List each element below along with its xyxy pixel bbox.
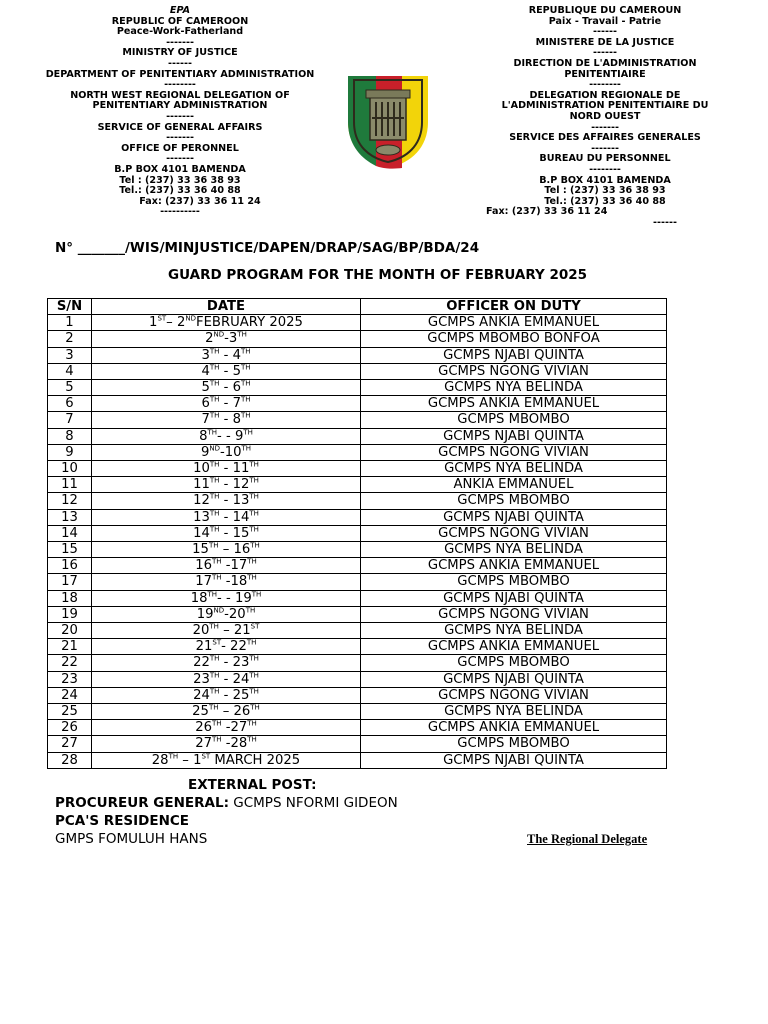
header-left-line: Peace-Work-Fatherland: [116, 26, 244, 38]
sn-cell: 22: [48, 655, 92, 671]
date-cell: 9ND-10TH: [92, 444, 361, 460]
date-cell: 27TH -28TH: [92, 736, 361, 752]
header-right-line: NORD OUEST: [569, 110, 641, 122]
date-cell: 4TH - 5TH: [92, 363, 361, 379]
header-left-line: MINISTRY OF JUSTICE: [122, 47, 238, 59]
table-row: [48, 720, 667, 736]
sn-cell: 16: [48, 558, 92, 574]
header-right-line: MINISTERE DE LA JUSTICE: [535, 36, 675, 48]
sn-cell: 17: [48, 574, 92, 590]
sn-cell: 15: [48, 542, 92, 558]
header-left-line: NORTH WEST REGIONAL DELEGATION OF: [70, 89, 290, 101]
header-right-fax: Fax: (237) 33 36 11 24: [486, 206, 608, 218]
header-right-line: ------: [593, 26, 617, 38]
table-row: [48, 736, 667, 752]
sn-cell: 21: [48, 639, 92, 655]
procureur-label: PROCUREUR GENERAL:: [55, 795, 229, 811]
regional-delegate-signature: The Regional Delegate: [527, 832, 648, 846]
epa-label: EPA: [169, 5, 191, 16]
date-cell: 18TH- - 19TH: [92, 590, 361, 606]
table-row: [48, 687, 667, 703]
sn-cell: 12: [48, 493, 92, 509]
header-right-line: ------: [593, 47, 617, 59]
header-left-line: ------: [168, 57, 192, 69]
table-row: [48, 315, 667, 331]
date-cell: 17TH -18TH: [92, 574, 361, 590]
header-right: [480, 6, 730, 228]
column-header-date: DATE: [92, 299, 361, 315]
officer-cell: GCMPS NGONG VIVIAN: [361, 363, 667, 379]
sn-cell: 13: [48, 509, 92, 525]
header-left-line: Tel.: (237) 33 36 40 88: [119, 185, 241, 197]
officer-cell: GCMPS NYA BELINDA: [361, 623, 667, 639]
guard-schedule-table: [47, 298, 667, 769]
sn-cell: 9: [48, 444, 92, 460]
column-header-officer: OFFICER ON DUTY: [361, 299, 667, 315]
sn-cell: 26: [48, 720, 92, 736]
header-right-line: REPUBLIQUE DU CAMEROUN: [528, 5, 682, 16]
sn-cell: 19: [48, 606, 92, 622]
header-right-line: DIRECTION DE L'ADMINISTRATION: [513, 57, 697, 69]
sn-cell: 5: [48, 380, 92, 396]
header-left-dashes: ----------: [160, 206, 200, 218]
procureur-general-line: [55, 795, 398, 811]
date-cell: 3TH - 4TH: [92, 347, 361, 363]
date-cell: 19ND-20TH: [92, 606, 361, 622]
sn-cell: 25: [48, 704, 92, 720]
table-row: [48, 412, 667, 428]
header-left-line: OFFICE OF PERONNEL: [121, 142, 239, 154]
header-left: [40, 6, 320, 218]
sn-cell: 10: [48, 461, 92, 477]
officer-cell: GCMPS NJABI QUINTA: [361, 671, 667, 687]
reference-number: N° _______/WIS/MINJUSTICE/DAPEN/DRAP/SAG/BP/BDA/24: [55, 240, 480, 256]
header-right-line: BUREAU DU PERSONNEL: [539, 153, 671, 165]
officer-cell: GCMPS MBOMBO: [361, 412, 667, 428]
header-left-line: --------: [164, 79, 196, 91]
table-row: [48, 590, 667, 606]
table-row: [48, 363, 667, 379]
sn-cell: 18: [48, 590, 92, 606]
table-row: [48, 606, 667, 622]
table-row: [48, 655, 667, 671]
officer-cell: GCMPS MBOMBO BONFOA: [361, 331, 667, 347]
header-right-line: --------: [589, 163, 621, 175]
header-left-fax: Fax: (237) 33 36 11 24: [139, 195, 261, 207]
table-row: [48, 477, 667, 493]
column-header-sn: S/N: [48, 299, 92, 315]
table-header-row: [48, 299, 667, 315]
header-right-dashes: ------: [653, 216, 677, 228]
date-cell: 15TH – 16TH: [92, 542, 361, 558]
header-right-line: -------: [591, 121, 619, 133]
date-cell: 8TH- - 9TH: [92, 428, 361, 444]
header-left-line: Tel : (237) 33 36 38 93: [119, 174, 241, 186]
header-right-line: --------: [589, 79, 621, 91]
header-left-line: -------: [166, 36, 194, 48]
officer-cell: ANKIA EMMANUEL: [361, 477, 667, 493]
table-row: [48, 558, 667, 574]
officer-cell: GCMPS NJABI QUINTA: [361, 752, 667, 768]
table-row: [48, 509, 667, 525]
officer-cell: GCMPS NYA BELINDA: [361, 461, 667, 477]
date-cell: 10TH - 11TH: [92, 461, 361, 477]
date-cell: 14TH - 15TH: [92, 525, 361, 541]
date-cell: 22TH - 23TH: [92, 655, 361, 671]
header-right-line: Tel.: (237) 33 36 40 88: [544, 195, 666, 207]
table-row: [48, 428, 667, 444]
officer-cell: GCMPS ANKIA EMMANUEL: [361, 639, 667, 655]
officer-cell: GCMPS NJABI QUINTA: [361, 509, 667, 525]
date-cell: 26TH -27TH: [92, 720, 361, 736]
sn-cell: 28: [48, 752, 92, 768]
officer-cell: GCMPS MBOMBO: [361, 655, 667, 671]
officer-cell: GCMPS NGONG VIVIAN: [361, 606, 667, 622]
date-cell: 5TH - 6TH: [92, 380, 361, 396]
header-right-line: -------: [591, 142, 619, 154]
external-post-title: EXTERNAL POST:: [188, 777, 317, 793]
sn-cell: 4: [48, 363, 92, 379]
officer-cell: GCMPS ANKIA EMMANUEL: [361, 720, 667, 736]
table-row: [48, 623, 667, 639]
table-row: [48, 639, 667, 655]
date-cell: 16TH -17TH: [92, 558, 361, 574]
header-left-line: -------: [166, 153, 194, 165]
header-left-line: -------: [166, 132, 194, 144]
date-cell: 12TH - 13TH: [92, 493, 361, 509]
officer-cell: GCMPS NJABI QUINTA: [361, 347, 667, 363]
table-row: [48, 396, 667, 412]
date-cell: 7TH - 8TH: [92, 412, 361, 428]
header-right-line: L'ADMINISTRATION PENITENTIAIRE DU: [501, 100, 709, 112]
officer-cell: GCMPS ANKIA EMMANUEL: [361, 315, 667, 331]
sn-cell: 27: [48, 736, 92, 752]
date-cell: 20TH – 21ST: [92, 623, 361, 639]
header-right-line: SERVICE DES AFFAIRES GENERALES: [509, 132, 701, 144]
procureur-officer: GCMPS NFORMI GIDEON: [228, 795, 398, 811]
officer-cell: GCMPS NGONG VIVIAN: [361, 444, 667, 460]
header-left-line: DEPARTMENT OF PENITENTIARY ADMINISTRATION: [45, 68, 315, 80]
table-row: [48, 331, 667, 347]
date-cell: 6TH - 7TH: [92, 396, 361, 412]
sn-cell: 3: [48, 347, 92, 363]
table-row: [48, 380, 667, 396]
header-left-line: -------: [166, 110, 194, 122]
officer-cell: GCMPS ANKIA EMMANUEL: [361, 396, 667, 412]
table-row: [48, 574, 667, 590]
pca-residence-label: PCA'S RESIDENCE: [55, 813, 190, 829]
sn-cell: 6: [48, 396, 92, 412]
date-cell: 25TH – 26TH: [92, 704, 361, 720]
guard-table-body: [48, 315, 667, 769]
header-left-line: REPUBLIC OF CAMEROON: [111, 15, 249, 27]
date-cell: 24TH - 25TH: [92, 687, 361, 703]
table-row: [48, 671, 667, 687]
date-cell: 1ST– 2NDFEBRUARY 2025: [92, 315, 361, 331]
date-cell: 13TH - 14TH: [92, 509, 361, 525]
date-cell: 28TH – 1ST MARCH 2025: [92, 752, 361, 768]
header-left-line: B.P BOX 4101 BAMENDA: [114, 163, 246, 175]
sn-cell: 24: [48, 687, 92, 703]
officer-cell: GCMPS NGONG VIVIAN: [361, 687, 667, 703]
officer-cell: GCMPS NYA BELINDA: [361, 704, 667, 720]
table-row: [48, 542, 667, 558]
officer-cell: GCMPS NYA BELINDA: [361, 380, 667, 396]
table-row: [48, 704, 667, 720]
header-right-line: DELEGATION REGIONALE DE: [529, 89, 681, 101]
date-cell: 11TH - 12TH: [92, 477, 361, 493]
date-cell: 23TH - 24TH: [92, 671, 361, 687]
officer-cell: GCMPS NYA BELINDA: [361, 542, 667, 558]
header-right-line: Paix - Travail - Patrie: [548, 15, 662, 27]
penitentiary-emblem-icon: [342, 70, 434, 170]
officer-cell: GCMPS MBOMBO: [361, 574, 667, 590]
sn-cell: 1: [48, 315, 92, 331]
officer-cell: GCMPS MBOMBO: [361, 736, 667, 752]
header-left-line: PENITENTIARY ADMINISTRATION: [92, 100, 268, 112]
sn-cell: 23: [48, 671, 92, 687]
date-cell: 21ST- 22TH: [92, 639, 361, 655]
sn-cell: 11: [48, 477, 92, 493]
officer-cell: GCMPS NJABI QUINTA: [361, 428, 667, 444]
pca-residence-officer: GMPS FOMULUH HANS: [55, 831, 208, 847]
header-left-line: SERVICE OF GENERAL AFFAIRS: [97, 121, 263, 133]
sn-cell: 14: [48, 525, 92, 541]
officer-cell: GCMPS NJABI QUINTA: [361, 590, 667, 606]
header-right-line: Tel : (237) 33 36 38 93: [544, 185, 666, 197]
sn-cell: 2: [48, 331, 92, 347]
header-right-line: PENITENTIAIRE: [564, 68, 646, 80]
table-row: [48, 347, 667, 363]
table-row: [48, 752, 667, 768]
table-row: [48, 525, 667, 541]
officer-cell: GCMPS MBOMBO: [361, 493, 667, 509]
sn-cell: 7: [48, 412, 92, 428]
sn-cell: 8: [48, 428, 92, 444]
header-right-line: B.P BOX 4101 BAMENDA: [539, 174, 671, 186]
officer-cell: GCMPS NGONG VIVIAN: [361, 525, 667, 541]
program-title: GUARD PROGRAM FOR THE MONTH OF FEBRUARY 2025: [168, 267, 588, 283]
table-row: [48, 493, 667, 509]
officer-cell: GCMPS ANKIA EMMANUEL: [361, 558, 667, 574]
sn-cell: 20: [48, 623, 92, 639]
table-row: [48, 444, 667, 460]
date-cell: 2ND-3TH: [92, 331, 361, 347]
table-row: [48, 461, 667, 477]
